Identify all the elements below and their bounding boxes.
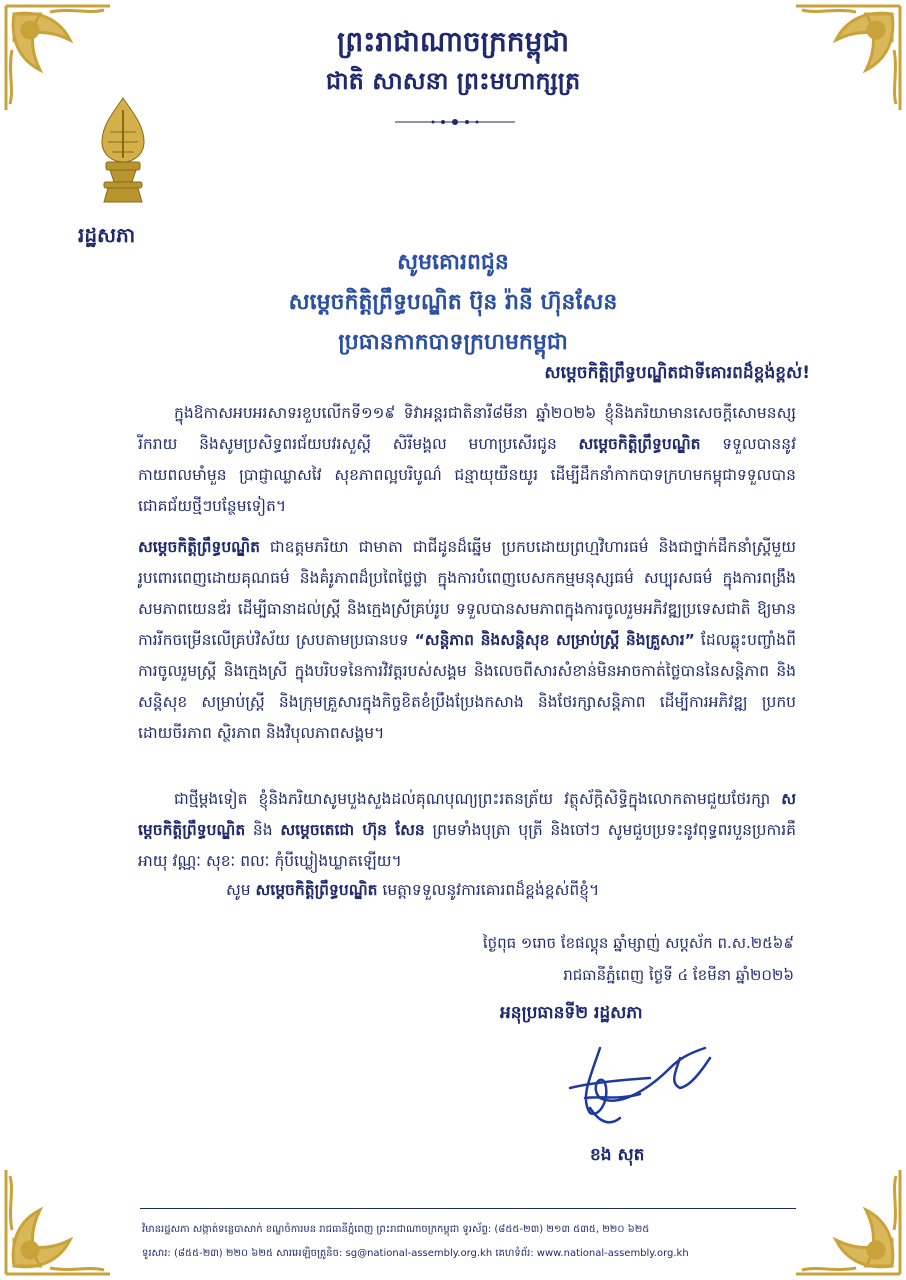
ornamental-divider-icon: [395, 116, 515, 128]
signer-name: ខង សុត: [590, 1145, 645, 1165]
paragraph-1: ក្នុងឱកាសអបអរសាទរខួបលើកទី១១៩ ទិវាអន្តរជាតិនារី៨មីនា ឆ្នាំ២០២៦ ខ្ញុំនិងភរិយាមានសេចក្តីសោមនស្សរីករាយ និងសូមប្រសិទ្ធពរជ័យបវរសួស្តី សិរីមង្គល មហាប្រសើរជូន សម្តេចកិត្តិព្រឹទ្ធបណ្ឌិត ទទួលបាននូវកាយពលមាំមួន ប្រាជ្ញាឈ្លាសវៃ សុខភាពល្អបរិបូណ៌ ជន្មាយុយឺនយូរ ដើម្បីដឹកនាំកាកបាទក្រហមកម្ពុជាទទួលបានជោគជ័យថ្មីៗបន្ថែមទៀត។: [138, 404, 796, 515]
lunar-date: ថ្ងៃពុធ ១រោច ខែផល្គុន ឆ្នាំម្សាញ់ សប្តស័ក ព.ស.២៥៦៩: [482, 934, 794, 952]
national-motto: ជាតិ សាសនា ព្រះមហាក្សត្រ: [325, 67, 581, 95]
signature-icon: [530, 1028, 730, 1128]
footer-address: វិមានរដ្ឋសភា សង្កាត់ទន្លេបាសាក់ ខណ្ឌចំការមន រាជធានីភ្នំពេញ ព្រះរាជាណាចក្រកម្ពុជា ទូរស័ព្ទ: (៨៥៥-២៣) ២១៣ ៥៣៥, ២២០ ៦២៥: [142, 1224, 650, 1235]
national-assembly-emblem-icon: [86, 96, 160, 206]
organization-label: រដ្ឋសភា: [78, 223, 136, 247]
addressee-greeting: សូមគោរពជូន: [397, 250, 509, 275]
corner-ornament-icon: [786, 1160, 906, 1280]
salutation: សម្តេចកិត្តិព្រឹទ្ធបណ្ឌិតជាទីគោរពដ៏ខ្ពង់ខ្ពស់!: [544, 363, 810, 383]
addressee-name: សម្តេចកិត្តិព្រឹទ្ធបណ្ឌិត ប៊ុន រ៉ានី ហ៊ុនសែន: [288, 290, 618, 315]
solar-date: រាជធានីភ្នំពេញ ថ្ងៃទី ៤ ខែមីនា ឆ្នាំ២០២៦: [563, 966, 794, 984]
footer-contact: ទូរសារ: (៨៥៥-២៣) ២២០ ៦២៥ សារអេឡិចត្រូនិច: sg@national-assembly.org.kh គេហទំព័រ: www.national-assembly.org.kh: [142, 1248, 689, 1259]
addressee-title: ប្រធានកាកបាទក្រហមកម្ពុជា: [338, 330, 568, 355]
paragraph-2: សម្តេចកិត្តិព្រឹទ្ធបណ្ឌិត ជាឧត្តមភរិយា ជាមាតា ជាជីដូនដ៏ឆ្នើម ប្រកបដោយព្រហ្មវិហារធម៌ និងជាថ្នាក់ដឹកនាំស្ត្រីមួយរូបពោរពេញដោយគុណធម៌ និងគំរូភាពដ៏ប្រពៃថ្លៃថ្លា ក្នុងការបំពេញបេសកកម្មមនុស្សធម៌ សប្បុរសធម៌ ក្នុងការពង្រឹងសមភាពយេនឌ័រ ដើម្បីធានាដល់ស្ត្រី និងក្មេងស្រីគ្រប់រូប ទទួលបានសមភាពក្នុងការចូលរួមអភិវឌ្ឍប្រទេសជាតិ ឱ្យមានការរីកចម្រើនលើគ្រប់វិស័យ ស្របតាមប្រធានបទ “សន្តិភាព និងសន្តិសុខ សម្រាប់ស្ត្រី និងគ្រួសារ” ដែលឆ្លុះបញ្ចាំងពីការចូលរួមស្ត្រី និងក្មេងស្រី ក្នុងបរិបទនៃការវិវត្តរបស់សង្គម និងលេចពីសារសំខាន់មិនអាចកាត់ថ្លៃបាននៃសន្តិភាព និងសន្តិសុខ សម្រាប់ស្ត្រី និងក្រុមគ្រួសារក្នុងកិច្ចខិតខំប្រឹងប្រែងកសាង និងថែរក្សាសន្តិភាព ដើម្បីការអភិវឌ្ឍ ប្រកបដោយចីរភាព ស្ថិរភាព និងវិបុលភាពសង្គម។: [138, 538, 796, 742]
kingdom-title: ព្រះរាជាណាចក្រកម្ពុជា: [336, 25, 569, 58]
closing-line: សូម សម្តេចកិត្តិព្រឹទ្ធបណ្ឌិត មេត្តាទទួលនូវការគោរពដ៏ខ្ពង់ខ្ពស់ពីខ្ញុំ។: [226, 881, 600, 899]
paragraph-3: ជាថ្មីម្តងទៀត ខ្ញុំនិងភរិយាសូមបួងសួងដល់គុណបុណ្យព្រះរតនត្រ័យ វត្ថុស័ក្តិសិទ្ធិក្នុងលោកតាមជួយថែរក្សា សម្តេចកិត្តិព្រឹទ្ធបណ្ឌិត និង សម្តេចតេជោ ហ៊ុន សែន ព្រមទាំងបុត្រា បុត្រី និងចៅៗ សូមជួបប្រទះនូវពុទ្ធពរបួនប្រការគឺ អាយុ វណ្ណៈ សុខៈ ពលៈ កុំបីឃ្លៀងឃ្លាតឡើយ។: [138, 790, 796, 870]
corner-ornament-icon: [0, 1160, 120, 1280]
footer-divider: [140, 1208, 796, 1209]
signer-title: អនុប្រធានទី២ រដ្ឋសភា: [500, 1003, 643, 1023]
